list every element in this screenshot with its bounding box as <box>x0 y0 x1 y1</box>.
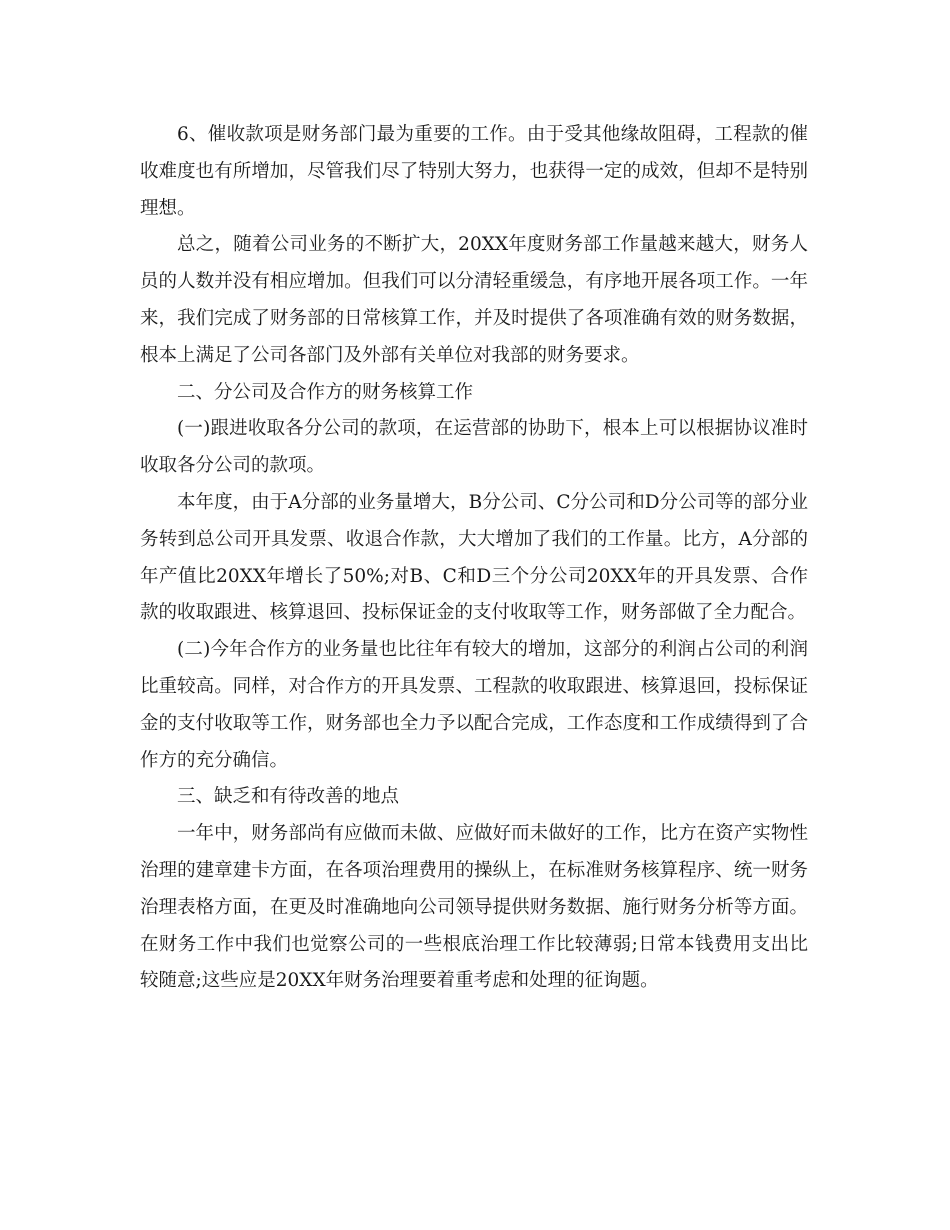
section-heading-improvements: 三、缺乏和有待改善的地点 <box>177 786 400 808</box>
paragraph-collection-work: 6、催收款项是财务部门最为重要的工作。由于受其他缘故阻碍，工程款的催收难度也有所增加，尽管我们尽了特别大努力，也获得一定的成效，但却不是特别理想。 <box>140 124 808 219</box>
paragraph-annual-workload: 本年度，由于A分部的业务量增大，B分公司、C分公司和D分公司等的部分业务转到总公司开具发票、收退合作款，大大增加了我们的工作量。比方，A分部的年产值比20XX年增长了50%;对B、C和D三个分公司20XX年的开具发票、合作款的收取跟进、核算退回、投标保证金的支付收取等工作，财务部做了全力配合。 <box>140 491 808 624</box>
document-body <box>140 117 808 1000</box>
paragraph-shortcomings: 一年中，财务部尚有应做而未做、应做好而未做好的工作，比方在资产实物性治理的建章建卡方面，在各项治理费用的操纵上，在标准财务核算程序、统一财务治理表格方面，在更及时准确地向公司领导提供财务数据、施行财务分析等方面。在财务工作中我们也觉察公司的一些根底治理工作比较薄弱;日常本钱费用支出比较随意;这些应是20XX年财务治理要着重考虑和处理的征询题。 <box>140 823 808 992</box>
section-heading-branch-accounting: 二、分公司及合作方的财务核算工作 <box>177 381 474 403</box>
paragraph-partner-business: (二)今年合作方的业务量也比往年有较大的增加，这部分的利润占公司的利润比重较高。同样，对合作方的开具发票、工程款的收取跟进、核算退回，投标保证金的支付收取等工作，财务部也全力予以配合完成，工作态度和工作成绩得到了合作方的充分确信。 <box>140 639 808 771</box>
paragraph-branch-payments: (一)跟进收取各分公司的款项，在运营部的协助下，根本上可以根据协议准时收取各分公司的款项。 <box>140 418 808 477</box>
paragraph-summary: 总之，随着公司业务的不断扩大，20XX年度财务部工作量越来越大，财务人员的人数并没有相应增加。但我们可以分清轻重缓急，有序地开展各项工作。一年来，我们完成了财务部的日常核算工作，并及时提供了各项准确有效的财务数据，根本上满足了公司各部门及外部有关单位对我部的财务要求。 <box>140 234 808 366</box>
